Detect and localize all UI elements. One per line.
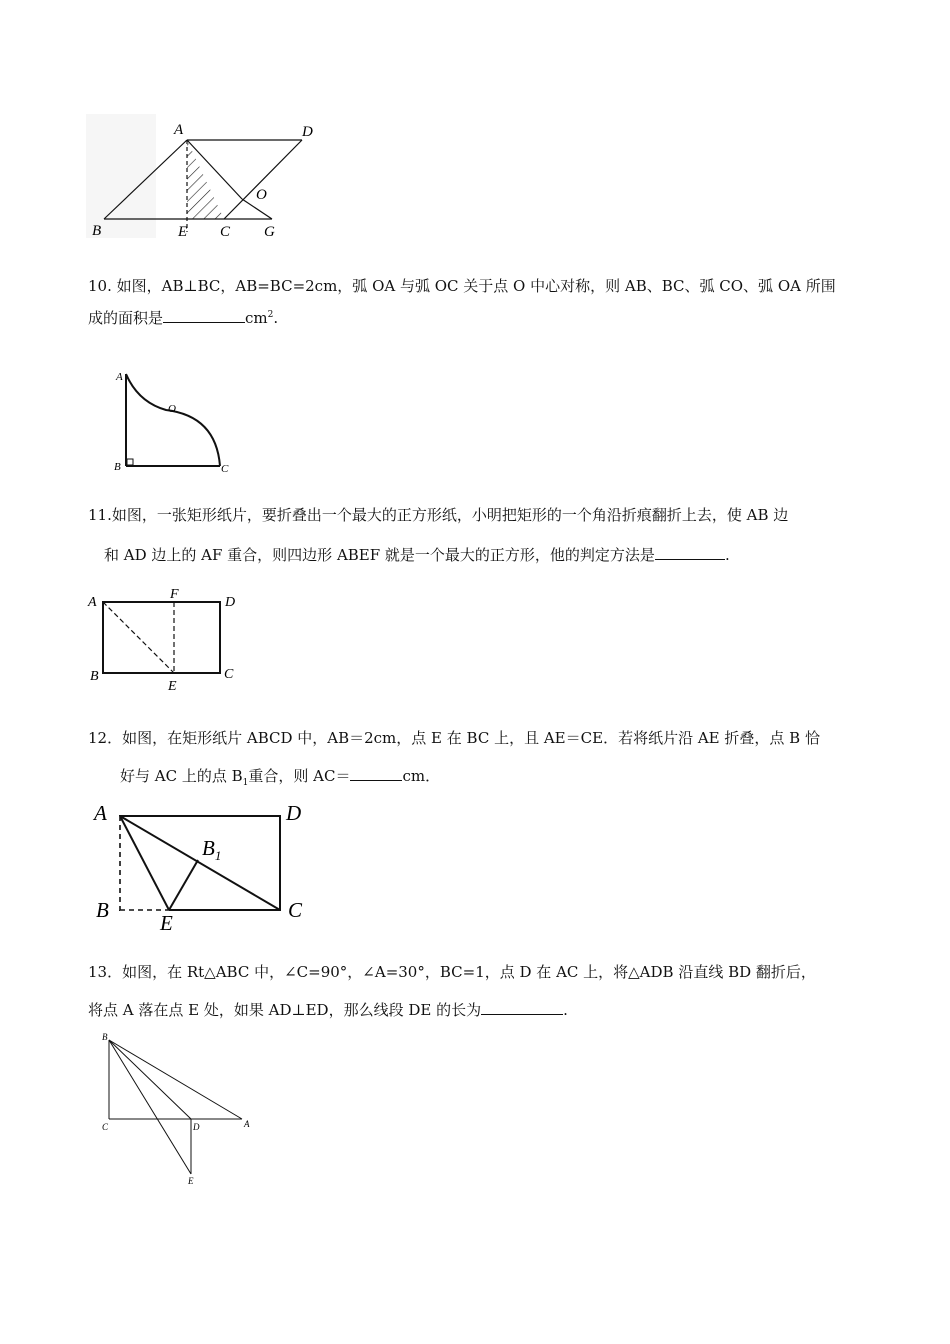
- question-13-line1: 13．如图，在 Rt△ABC 中，∠C=90°，∠A=30°，BC=1，点 D 在 AC 上，将△ADB 沿直线 BD 翻折后，: [88, 963, 816, 981]
- label-c: C: [288, 898, 303, 922]
- label-d: D: [193, 1122, 200, 1132]
- label-e: E: [168, 679, 177, 694]
- triangle-fold-figure: [96, 1030, 266, 1190]
- answer-blank-10[interactable]: [163, 308, 245, 323]
- shaded-region: [187, 140, 224, 219]
- label-b: B: [114, 461, 121, 473]
- label-b: B: [92, 223, 102, 239]
- label-d: D: [225, 595, 236, 610]
- question-12-line2: 好与 AC 上的点 $B_1$重合，则 AC＝ cm．: [120, 767, 441, 788]
- label-b1: $B_1$: [202, 836, 222, 863]
- label-c: C: [221, 463, 229, 475]
- rectangle-fold-figure: [92, 800, 312, 934]
- label-b: B: [90, 669, 99, 684]
- label-d: D: [286, 801, 302, 825]
- label-o: O: [168, 403, 176, 415]
- arc-figure: [108, 364, 238, 478]
- label-f: F: [170, 587, 179, 602]
- question-11-line1: 11.如图，一张矩形纸片，要折叠出一个最大的正方形纸，小明把矩形的一个角沿折痕翻折上去，使 AB 边: [88, 506, 789, 524]
- label-c: C: [102, 1122, 109, 1132]
- label-a: A: [116, 371, 123, 383]
- label-a: A: [94, 801, 107, 825]
- label-a: A: [174, 122, 184, 138]
- answer-blank-12[interactable]: [350, 766, 402, 781]
- label-d: D: [302, 124, 313, 140]
- label-c: C: [224, 667, 234, 682]
- label-e: E: [178, 224, 188, 240]
- answer-blank-11[interactable]: [655, 545, 725, 560]
- label-o: O: [256, 187, 267, 203]
- question-11-line2: 和 AD 边上的 AF 重合，则四边形 ABEF 就是一个最大的正方形，他的判定方法是 .: [104, 546, 730, 564]
- label-a: A: [88, 595, 97, 610]
- label-g: G: [264, 224, 275, 240]
- answer-blank-13[interactable]: [481, 1000, 563, 1015]
- folded-rectangle-figure: [86, 584, 246, 694]
- label-e: E: [160, 911, 173, 934]
- label-a: A: [244, 1119, 250, 1129]
- question-10-line1: 10. 如图，AB⊥BC，AB=BC=2cm，弧 OA 与弧 OC 关于点 O 中心对称，则 AB、BC、弧 CO、弧 OA 所围: [88, 277, 836, 295]
- question-12-line1: 12．如图，在矩形纸片 ABCD 中，AB＝2cm，点 E 在 BC 上，且 AE＝CE．若将纸片沿 AE 折叠，点 B 恰: [88, 729, 820, 747]
- label-b: B: [102, 1032, 108, 1042]
- question-10-line2: 成的面积是 $cm^2$.: [88, 309, 279, 327]
- label-c: C: [220, 224, 231, 240]
- label-b: B: [96, 898, 109, 922]
- question-13-line2: 将点 A 落在点 E 处，如果 AD⊥ED，那么线段 DE 的长为 .: [88, 1001, 568, 1019]
- label-e: E: [188, 1176, 194, 1186]
- parallelogram-figure: [84, 112, 324, 242]
